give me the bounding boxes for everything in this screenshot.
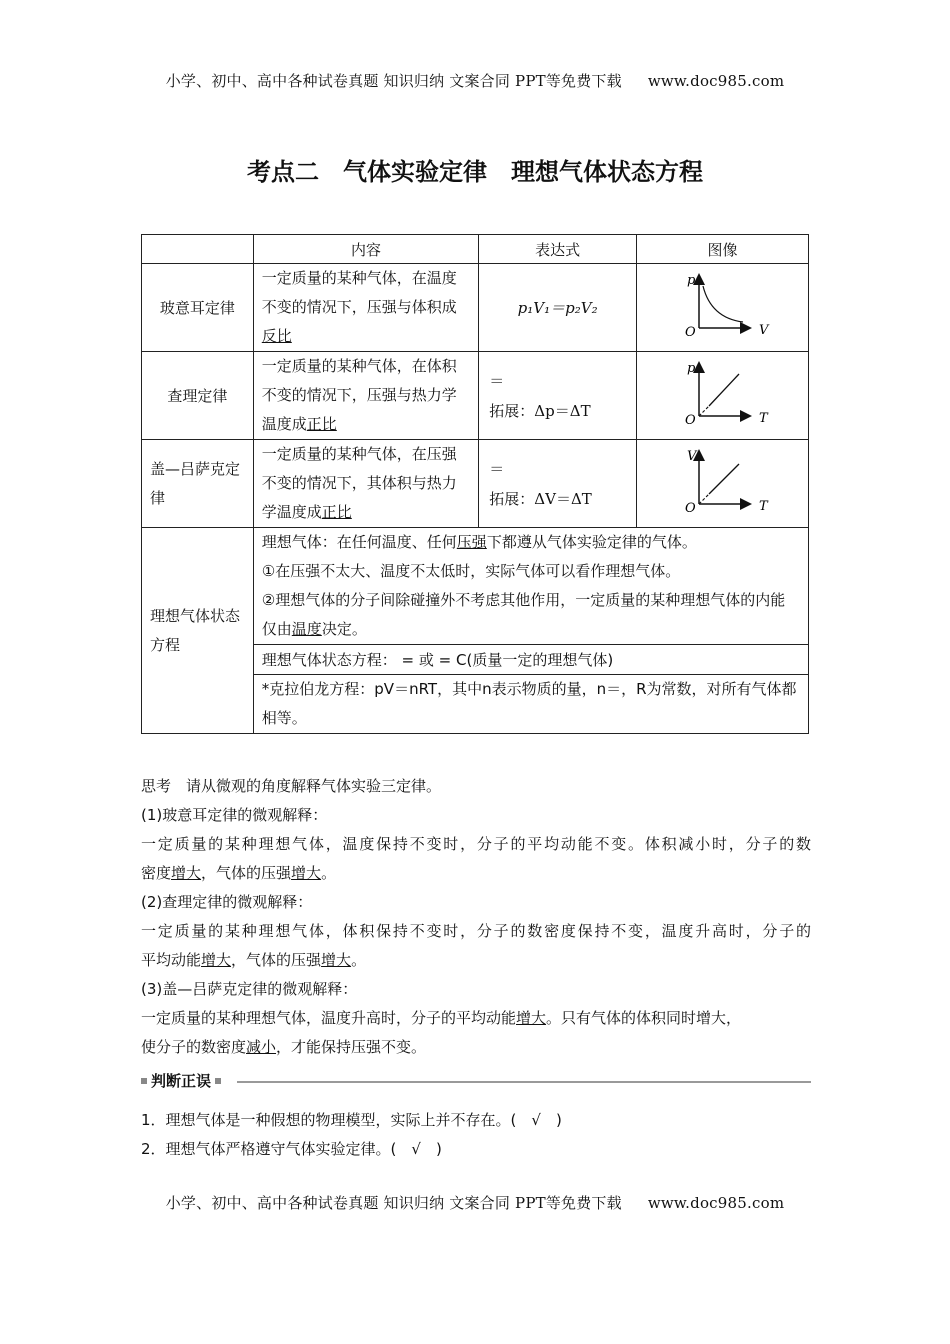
charles-graph bbox=[645, 354, 795, 434]
content-boyle: 一定质量的某种气体，在温度不变的情况下，压强与体积成反比 bbox=[253, 264, 479, 352]
expression-charles bbox=[479, 352, 637, 440]
law-name-boyle: 玻意耳定律 bbox=[142, 264, 254, 352]
ideal-gas-condition: ①在压强不太大、温度不太低时，实际气体可以看作理想气体。 bbox=[261, 562, 681, 580]
think-section bbox=[141, 772, 811, 1062]
content-gaylussac: 一定质量的某种气体，在压强不变的情况下，其体积与热力学温度成正比 bbox=[253, 440, 479, 528]
table-row bbox=[142, 264, 809, 352]
title-part-2: 气体实验定律 bbox=[343, 158, 487, 186]
judge-list bbox=[141, 1106, 811, 1164]
list-item: 2．理想气体严格遵守气体实验定律。( √ ) bbox=[141, 1140, 442, 1158]
graph-gaylussac bbox=[637, 440, 809, 528]
header-expression: 表达式 bbox=[479, 235, 637, 264]
content-charles: 一定质量的某种气体，在体积不变的情况下，压强与热力学温度成正比 bbox=[253, 352, 479, 440]
expr-extension: 拓展：Δp＝ΔT bbox=[489, 401, 591, 420]
law-name-ideal: 理想气体状态方程 bbox=[142, 528, 254, 734]
think-title: 思考 请从微观的角度解释气体实验三定律。 bbox=[141, 777, 442, 795]
expression-gaylussac bbox=[479, 440, 637, 528]
origin-label: O bbox=[685, 500, 696, 516]
page-title bbox=[0, 152, 950, 187]
title-part-3: 理想气体状态方程 bbox=[511, 158, 703, 186]
header-empty bbox=[142, 235, 254, 264]
header-graph: 图像 bbox=[637, 235, 809, 264]
square-bullet-icon bbox=[141, 1078, 147, 1084]
expr-eq: ＝ bbox=[489, 459, 505, 478]
gaylussac-heading: (3)盖—吕萨克定律的微观解释： bbox=[141, 980, 358, 998]
graph-charles bbox=[637, 352, 809, 440]
law-name-charles: 查理定律 bbox=[142, 352, 254, 440]
header-text: 小学、初中、高中各种试卷真题 知识归纳 文案合同 PPT等免费下载 bbox=[165, 72, 622, 90]
expression-boyle: p₁V₁＝p₂V₂ bbox=[479, 264, 637, 352]
origin-label: O bbox=[685, 412, 696, 428]
square-bullet-icon bbox=[215, 1078, 221, 1084]
table-row bbox=[142, 440, 809, 528]
axis-x-label: T bbox=[759, 498, 768, 514]
ideal-gas-definition: 理想气体：在任何温度、任何压强下都遵从气体实验定律的气体。 ①在压强不太大、温度不太低时，实际气体可以看作理想气体。 ②理想气体的分子间除碰撞外不考虑其他作用，一定质量的某种理想气体的内能仅由温度决定。 bbox=[253, 528, 808, 645]
boyle-graph bbox=[645, 266, 795, 346]
boyle-line-1: 一定质量的某种理想气体，温度保持不变时，分子的平均动能不变。体积减小时，分子的数 bbox=[141, 835, 811, 853]
boyle-heading: (1)玻意耳定律的微观解释： bbox=[141, 806, 328, 824]
table-row bbox=[142, 352, 809, 440]
axis-x-label: V bbox=[759, 322, 769, 338]
footer-text: 小学、初中、高中各种试卷真题 知识归纳 文案合同 PPT等免费下载 bbox=[165, 1194, 622, 1212]
ideal-gas-equation: 理想气体状态方程： = 或 = C(质量一定的理想气体) bbox=[253, 645, 808, 675]
gaylussac-line-2: 使分子的数密度减小，才能保持压强不变。 bbox=[141, 1038, 427, 1056]
judge-heading: 判断正误 bbox=[151, 1072, 212, 1090]
gaylussac-graph bbox=[645, 442, 795, 522]
origin-label: O bbox=[685, 324, 696, 340]
charles-heading: (2)查理定律的微观解释： bbox=[141, 893, 313, 911]
axis-y-label: V bbox=[687, 448, 697, 464]
header-content: 内容 bbox=[253, 235, 479, 264]
boyle-line-2: 密度增大，气体的压强增大。 bbox=[141, 864, 337, 882]
graph-boyle bbox=[637, 264, 809, 352]
expr-extension: 拓展：ΔV＝ΔT bbox=[489, 489, 592, 508]
table-header-row bbox=[142, 235, 809, 264]
axis-y-label: p bbox=[687, 272, 696, 288]
law-name-gaylussac: 盖—吕萨克定律 bbox=[142, 440, 254, 528]
expr-eq: ＝ bbox=[489, 371, 505, 390]
axis-y-label: p bbox=[687, 360, 696, 376]
footer-site: www.doc985.com bbox=[647, 1194, 785, 1212]
axis-x-label: T bbox=[759, 410, 768, 426]
judge-banner bbox=[141, 1070, 811, 1092]
charles-line-2: 平均动能增大，气体的压强增大。 bbox=[141, 951, 367, 969]
page-header bbox=[0, 70, 950, 91]
charles-line-1: 一定质量的某种理想气体，体积保持不变时，分子的数密度保持不变，温度升高时，分子的 bbox=[141, 922, 811, 940]
header-site: www.doc985.com bbox=[647, 72, 785, 90]
divider bbox=[237, 1081, 811, 1083]
table-row bbox=[142, 528, 809, 645]
list-item: 1．理想气体是一种假想的物理模型，实际上并不存在。( √ ) bbox=[141, 1111, 562, 1129]
gaylussac-line-1: 一定质量的某种理想气体，温度升高时，分子的平均动能增大。只有气体的体积同时增大， bbox=[141, 1009, 742, 1027]
title-part-1: 考点二 bbox=[247, 158, 319, 186]
page-footer bbox=[0, 1192, 950, 1213]
gas-law-table bbox=[141, 234, 809, 734]
clapeyron-equation: *克拉伯龙方程：pV＝nRT，其中n表示物质的量，n＝，R为常数，对所有气体都相等。 bbox=[253, 675, 808, 734]
